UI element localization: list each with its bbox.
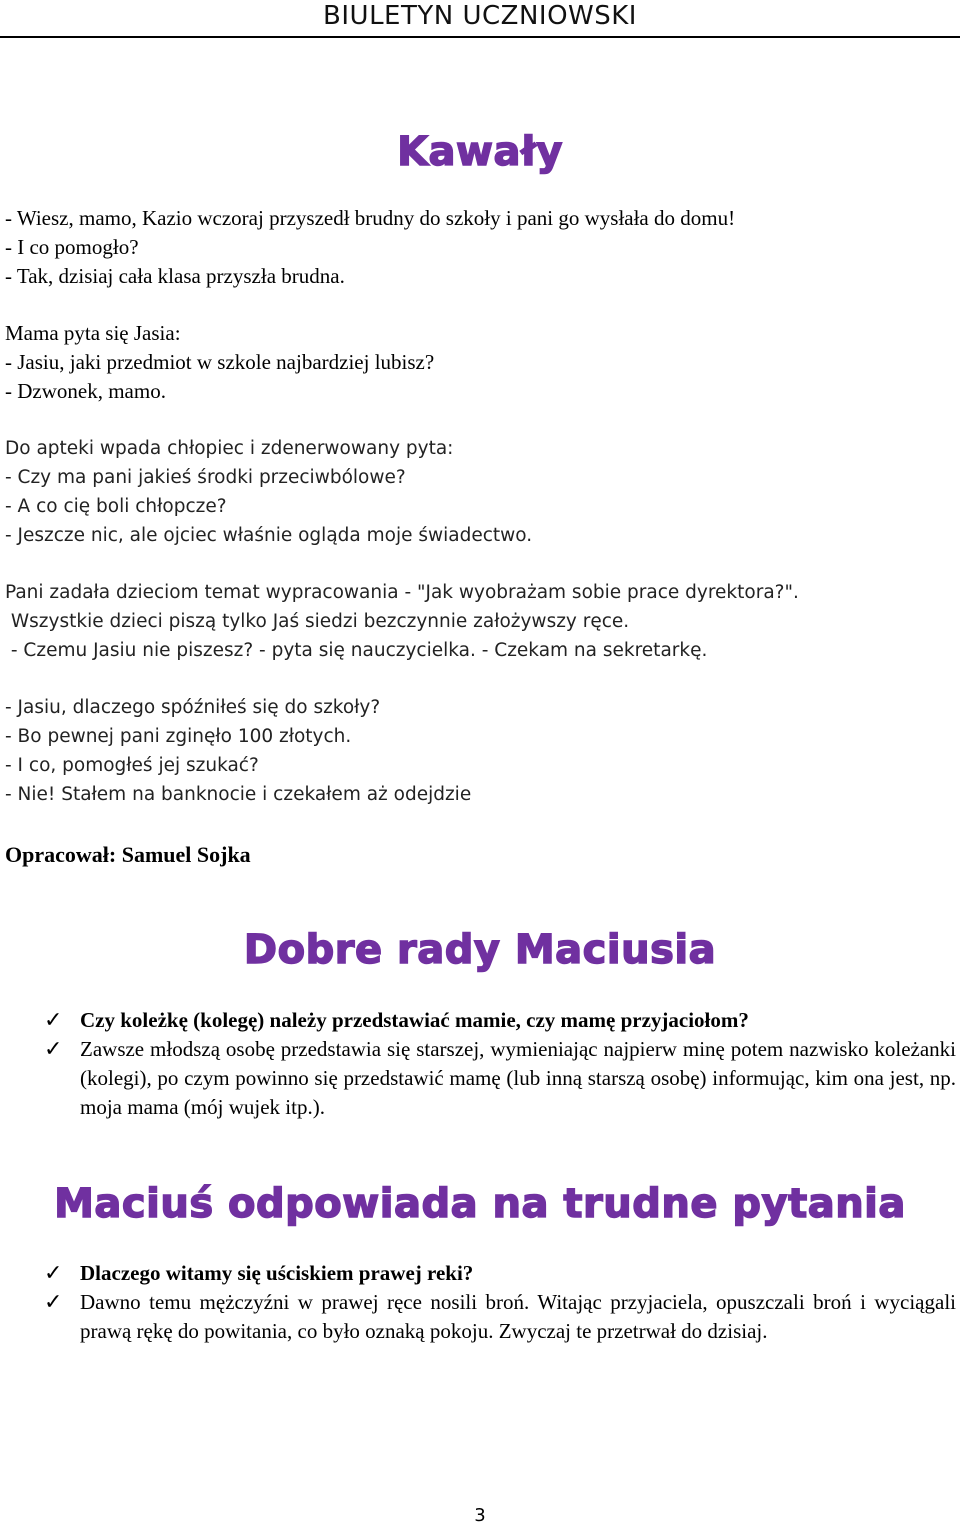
joke-line: - Jeszcze nic, ale ojciec właśnie ogląda moje świadectwo.: [5, 525, 533, 546]
joke-line: Mama pyta się Jasia:: [5, 321, 181, 345]
joke-line: - I co, pomogłeś jej szukać?: [5, 755, 259, 776]
pytania-question-text: Dlaczego witamy się uściskiem prawej reki?: [80, 1261, 474, 1285]
pytania-checklist: [44, 1259, 956, 1346]
checkmark-icon: ✓: [44, 1008, 63, 1033]
joke-line: Pani zadała dzieciom temat wypracowania - "Jak wyobrażam sobie prace dyrektora?".: [5, 582, 799, 603]
joke-line: - Bo pewnej pani zginęło 100 złotych.: [5, 726, 352, 747]
joke-5: [5, 693, 955, 809]
joke-4: [5, 578, 955, 665]
joke-line: - Nie! Stałem na banknocie i czekałem aż odejdzie: [5, 784, 472, 805]
jokes-list: [5, 204, 955, 809]
joke-line: - Wiesz, mamo, Kazio wczoraj przyszedł brudny do szkoły i pani go wysłała do domu!: [5, 206, 736, 230]
pytania-answer: [44, 1288, 956, 1346]
checkmark-icon: ✓: [44, 1261, 63, 1286]
joke-line: - Dzwonek, mamo.: [5, 379, 166, 403]
pytania-question: [44, 1259, 956, 1288]
joke-line: - Jasiu, dlaczego spóźniłeś się do szkoły?: [5, 697, 381, 718]
joke-line: - Tak, dzisiaj cała klasa przyszła brudna.: [5, 264, 345, 288]
rady-answer-text: Zawsze młodszą osobę przedstawia się starszej, wymieniając najpierw minę potem nazwisko koleżanki (kolegi), po czym powinno się przedstawić mamę (lub inną starszą osobę) informując, kim ona jest, np. moja mama (mój wujek itp.).: [80, 1037, 956, 1119]
joke-1: [5, 204, 955, 291]
rady-question: [44, 1006, 956, 1035]
pytania-answer-text: Dawno temu mężczyźni w prawej ręce nosili broń. Witając przyjaciela, opuszczali broń i wyciągali prawą rękę do powitania, co było oznaką pokoju. Zwyczaj te przetrwał do dzisiaj.: [80, 1290, 956, 1343]
rady-checklist: [44, 1006, 956, 1122]
header-divider: [0, 36, 960, 38]
rady-question-text: Czy koleżkę (kolegę) należy przedstawiać mamie, czy mamę przyjaciołom?: [80, 1008, 749, 1032]
checkmark-icon: ✓: [44, 1037, 63, 1062]
joke-line: - Jasiu, jaki przedmiot w szkole najbardziej lubisz?: [5, 350, 435, 374]
joke-3: [5, 434, 955, 550]
newsletter-title: BIULETYN UCZNIOWSKI: [323, 1, 637, 31]
section-title-kawaly: Kawały: [397, 129, 563, 175]
section-title-pytania: Maciuś odpowiada na trudne pytania: [54, 1181, 906, 1227]
joke-line: - Czy ma pani jakieś środki przeciwbólowe?: [5, 467, 406, 488]
rady-answer: [44, 1035, 956, 1122]
joke-2: [5, 319, 955, 406]
joke-line: Do apteki wpada chłopiec i zdenerwowany pyta:: [5, 438, 454, 459]
joke-line: - I co pomogło?: [5, 235, 139, 259]
author-credit: Opracował: Samuel Sojka: [5, 842, 251, 867]
page-number: 3: [474, 1505, 486, 1526]
section-title-rady: Dobre rady Maciusia: [243, 927, 717, 973]
checkmark-icon: ✓: [44, 1290, 63, 1315]
joke-line: - A co cię boli chłopcze?: [5, 496, 227, 517]
joke-line: - Czemu Jasiu nie piszesz? - pyta się nauczycielka. - Czekam na sekretarkę.: [5, 640, 708, 661]
joke-line: Wszystkie dzieci piszą tylko Jaś siedzi bezczynnie założywszy ręce.: [5, 611, 630, 632]
